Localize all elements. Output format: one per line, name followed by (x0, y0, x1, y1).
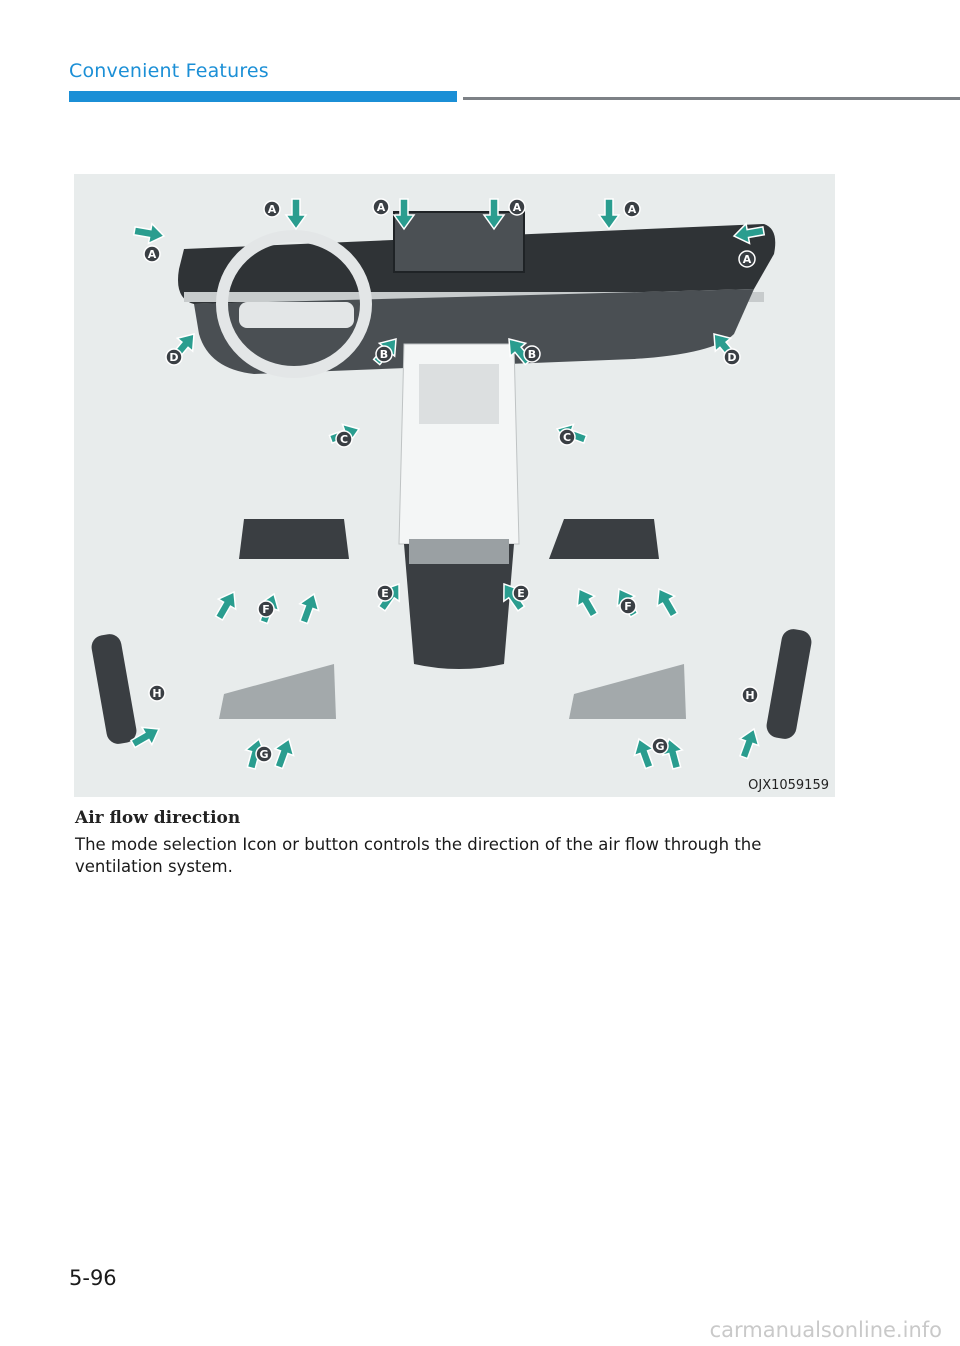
svg-text:A: A (376, 201, 386, 214)
label-h (742, 687, 758, 703)
label-b (376, 346, 392, 362)
svg-text:H: H (152, 687, 162, 700)
svg-text:A: A (267, 203, 277, 216)
svg-text:F: F (624, 600, 632, 613)
label-h (149, 685, 165, 701)
pillar-vent-right (765, 627, 814, 741)
steering-hub (239, 302, 354, 328)
floor-vent-left (219, 664, 336, 719)
vehicle-interior-illustration (74, 174, 835, 797)
svg-text:A: A (512, 201, 522, 214)
svg-text:F: F (262, 603, 270, 616)
center-display (394, 212, 524, 272)
label-a (373, 199, 389, 215)
figure-code: OJX1059159 (748, 778, 829, 793)
label-f (258, 601, 274, 617)
label-a (509, 199, 525, 215)
page-number: 5-96 (69, 1266, 117, 1290)
label-e (513, 585, 529, 601)
svg-text:D: D (727, 351, 737, 364)
svg-text:E: E (517, 587, 525, 600)
section-title: Convenient Features (69, 60, 269, 82)
svg-text:A: A (147, 248, 157, 261)
svg-text:C: C (339, 433, 349, 446)
label-a (264, 201, 280, 217)
svg-text:H: H (745, 689, 755, 702)
label-b (524, 346, 540, 362)
label-g (652, 738, 668, 754)
label-g (256, 746, 272, 762)
watermark: carmanualsonline.info (709, 1318, 942, 1342)
svg-text:A: A (627, 203, 637, 216)
body-paragraph: The mode selection Icon or button controls the direction of the air flow through the ventilation system. (75, 835, 762, 876)
svg-text:C: C (562, 431, 572, 444)
svg-text:B: B (379, 348, 389, 361)
svg-text:A: A (742, 253, 752, 266)
label-a (624, 201, 640, 217)
floor-vent-right (569, 664, 686, 719)
rear-vent-right (549, 519, 659, 559)
console-storage (419, 364, 499, 424)
rear-console-vents (409, 539, 509, 564)
label-c (559, 429, 575, 445)
label-d (724, 349, 740, 365)
label-a (739, 251, 755, 267)
svg-text:E: E (381, 587, 389, 600)
svg-text:G: G (259, 748, 269, 761)
label-f (620, 598, 636, 614)
pillar-vent-left (90, 632, 139, 746)
airflow-figure (74, 174, 835, 797)
label-d (166, 349, 182, 365)
svg-text:B: B (527, 348, 537, 361)
section-heading: Air flow direction (75, 808, 241, 828)
label-c (336, 431, 352, 447)
rear-vent-left (239, 519, 349, 559)
header-rule-accent (69, 91, 457, 102)
svg-text:D: D (169, 351, 179, 364)
label-e (377, 585, 393, 601)
header-rule (463, 97, 960, 100)
svg-text:G: G (655, 740, 665, 753)
label-a (144, 246, 160, 262)
